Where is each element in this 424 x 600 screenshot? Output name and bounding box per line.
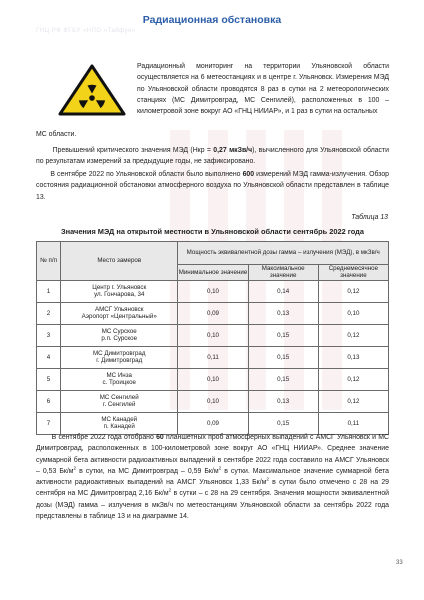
intro-paragraph: Радиационный мониторинг на территории Ульяновской области осуществляется на 6 метеостанциях и в центре г. Ульяновск. Измерения МЭД по Ульяновской области проводятся 8 раз в сутки на 2 метеорологических станциях (МС Димитровград, МС Сенгилей), расположенных в 100 – километровой зоне вокруг АО «ГНЦ НИИАР», и 1 раз в сутки на остальных [137, 63, 389, 116]
paragraph-segment: 2 [168, 488, 172, 494]
fallout-paragraph [36, 432, 389, 522]
row-number: 5 [37, 368, 61, 390]
row-min: 0,09 [178, 302, 248, 324]
row-max: 0,15 [248, 412, 318, 434]
row-max: 0,15 [248, 368, 318, 390]
paragraph-segment: 60 [156, 434, 164, 441]
table-number: Таблица 13 [351, 214, 388, 221]
row-place [61, 412, 178, 434]
row-place [61, 346, 178, 368]
row-max: 0,14 [248, 280, 318, 302]
row-min: 0,10 [178, 324, 248, 346]
paragraph-segment: 2 [266, 476, 269, 482]
paragraph-segment: 2 [218, 465, 222, 471]
col-header-max: Максимальное значение [248, 265, 318, 281]
table-row [37, 390, 389, 412]
table-row [37, 302, 389, 324]
col-header-min: Минимальное значение [178, 265, 248, 281]
station-location: г. Димитровград [96, 357, 143, 365]
row-avg: 0,12 [318, 390, 388, 412]
row-number: 7 [37, 412, 61, 434]
paragraph-segment: в сутки. Максимальное значение суммарной бета активности радиоактивных выпадений на АМСГ Ульяновск 1,33 Бк/м [36, 467, 389, 487]
row-place [61, 324, 178, 346]
row-min: 0,10 [178, 390, 248, 412]
station-location: Аэропорт «Центральный» [81, 313, 157, 321]
row-number: 6 [37, 390, 61, 412]
paragraph-segment: в сутки было отмечено с 28 на 29 сентября на МС Димитровград 2,16 Бк/м [36, 479, 389, 498]
row-place [61, 390, 178, 412]
page-number: 33 [396, 560, 403, 566]
row-max: 0,15 [248, 346, 318, 368]
station-location: ул. Гончарова, 34 [94, 291, 145, 299]
station-name: МС Сурское [101, 327, 137, 335]
row-place [61, 302, 178, 324]
station-location: г. Сенгилей [102, 401, 136, 409]
row-place [61, 280, 178, 302]
station-name: МС Сенгилей [99, 393, 139, 401]
row-max: 0,13 [248, 302, 318, 324]
row-min: 0,10 [178, 280, 248, 302]
station-name: АМСГ Ульяновск [95, 305, 144, 313]
page-title: Радиационная обстановка [142, 14, 282, 26]
paragraph-segment: в сутки, на МС Димитровград – 0,59 Бк/м [76, 467, 219, 475]
radiation-hazard-icon [58, 64, 126, 116]
col-header-avg: Среднемесячное значение [318, 265, 388, 281]
row-min: 0,10 [178, 368, 248, 390]
row-number: 3 [37, 324, 61, 346]
paragraph-segment: В сентябре 2022 года отобрано [51, 434, 157, 441]
watermark-text: ГНЦ РФ ФГБУ «НПО «Тайфун» [36, 28, 136, 34]
intro-paragraph-end: МС области. [36, 131, 77, 138]
row-avg: 0,10 [318, 302, 388, 324]
station-name: Центр г. Ульяновск [92, 283, 147, 291]
row-number: 4 [37, 346, 61, 368]
station-name: МС Инза [106, 371, 132, 379]
station-location: р.п. Сурское [101, 335, 138, 343]
station-location: с. Троицкое [102, 379, 136, 387]
threshold-paragraph: Превышений критического значения МЭД (Нкр = 0,27 мкЗв/ч), вычисленного для Ульяновской области по результатам измерений за предыдущие годы, не зафиксировано. [36, 147, 389, 166]
row-number: 1 [37, 280, 61, 302]
row-number: 2 [37, 302, 61, 324]
row-place [61, 368, 178, 390]
paragraph-segment: 2 [73, 465, 77, 471]
table-row [37, 346, 389, 368]
measurements-paragraph: В сентябре 2022 по Ульяновской области было выполнено 600 измерений МЭД гамма-излучения. Обзор состояния радиационной обстановки атмосферного воздуха по Ульяновской области представлен в таблице 13. [36, 171, 389, 201]
table-row [37, 368, 389, 390]
table-title: Значения МЭД на открытой местности в Ульяновской области сентябрь 2022 года [61, 227, 364, 236]
col-header-group: Мощность эквивалентной дозы гамма – излучения (МЭД), в мкЗв/ч [178, 242, 389, 265]
table-row [37, 412, 389, 434]
row-avg: 0,12 [318, 324, 388, 346]
table-row [37, 280, 389, 302]
row-max: 0,15 [248, 324, 318, 346]
paragraph-segment: планшетных проб атмосферных выпадений с АМСГ Ульяновск и МС Димитровград, расположенных в 100-километровой зоне вокруг АО «ГНЦ НИИАР». Среднее значение суммарной бета активности радиоактивных выпадений в сентябре 2022 года составило на АМСГ Ульяновск – 0,53 Бк/м [36, 434, 389, 475]
table-row [37, 324, 389, 346]
med-values-table [36, 241, 389, 435]
row-avg: 0,11 [318, 412, 388, 434]
row-avg: 0,12 [318, 280, 388, 302]
row-avg: 0,12 [318, 368, 388, 390]
row-avg: 0,13 [318, 346, 388, 368]
station-name: МС Димитровград [93, 349, 146, 357]
station-location: п. Канадей [103, 423, 135, 431]
row-min: 0,09 [178, 412, 248, 434]
row-min: 0,11 [178, 346, 248, 368]
paragraph-segment: в сутки – с 28 на 29 сентября. Значения мощности эквивалентной дозы (МЭД) гамма – излучения в мкЗв/ч по метеостанциям Ульяновской области за сентябрь 2022 года представлены в таблице 13 и на диаграмме 14. [36, 490, 390, 521]
station-name: МС Канадей [101, 415, 138, 423]
col-header-place: Место замеров [61, 242, 178, 281]
col-header-number: № п/п [37, 242, 61, 281]
row-max: 0,13 [248, 390, 318, 412]
